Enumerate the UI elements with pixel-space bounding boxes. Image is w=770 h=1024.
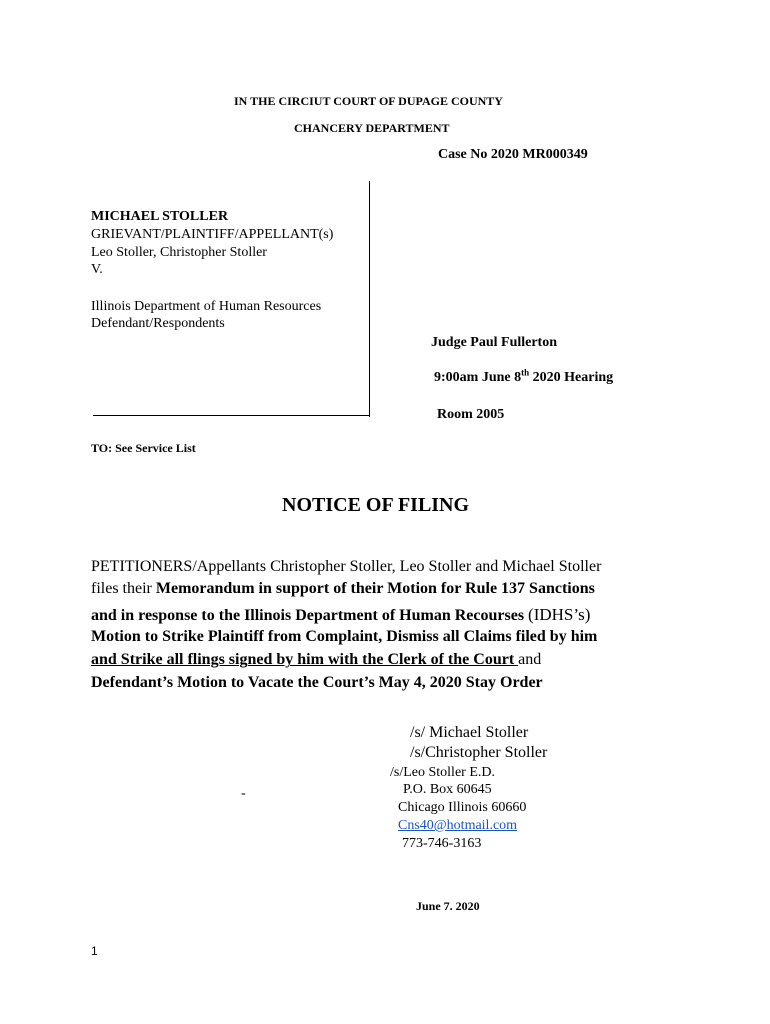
department-name: CHANCERY DEPARTMENT xyxy=(294,121,450,135)
defendant-name: Illinois Department of Human Resources xyxy=(91,299,322,314)
body-line-2a: files their xyxy=(91,580,156,597)
body-line-2 xyxy=(91,580,595,598)
body-line-5 xyxy=(91,651,541,669)
plaintiff-role: GRIEVANT/PLAINTIFF/APPELLANT(s) xyxy=(91,227,334,242)
dash-mark: - xyxy=(241,786,246,801)
body-line-5a: and Strike all flings signed by him with the Clerk of the Court xyxy=(91,651,519,668)
hearing-time-sup: th xyxy=(521,367,530,378)
filing-date: June 7. 2020 xyxy=(416,899,480,913)
versus: V. xyxy=(91,262,103,277)
body-line-3b: (IDHS’s) xyxy=(528,605,591,624)
service-list-line: TO: See Service List xyxy=(91,441,196,455)
po-box: P.O. Box 60645 xyxy=(403,782,492,797)
page-number: 1 xyxy=(91,944,98,958)
judge-name: Judge Paul Fullerton xyxy=(431,335,558,350)
phone-number: 773-746-3163 xyxy=(402,836,482,851)
body-line-2b: Memorandum in support of their Motion for Rule 137 Sanctions xyxy=(155,580,595,597)
caption-horizontal-divider xyxy=(93,415,370,416)
co-plaintiffs: Leo Stoller, Christopher Stoller xyxy=(91,245,267,260)
signature-michael: /s/ Michael Stoller xyxy=(410,724,529,741)
court-name: IN THE CIRCIUT COURT OF DUPAGE COUNTY xyxy=(234,94,503,108)
body-line-3a: and in response to the Illinois Department of Human Recourses xyxy=(91,607,529,624)
document-title: NOTICE OF FILING xyxy=(282,494,470,516)
body-line-5b: and xyxy=(518,651,542,668)
body-line-6: Defendant’s Motion to Vacate the Court’s May 4, 2020 Stay Order xyxy=(91,674,543,691)
defendant-role: Defendant/Respondents xyxy=(91,316,225,331)
signature-christopher: /s/Christopher Stoller xyxy=(410,744,548,761)
case-number: Case No 2020 MR000349 xyxy=(438,147,588,162)
hearing-room: Room 2005 xyxy=(437,407,505,422)
city-zip: Chicago Illinois 60660 xyxy=(398,800,527,815)
signature-leo: /s/Leo Stoller E.D. xyxy=(390,765,495,780)
plaintiff-name: MICHAEL STOLLER xyxy=(91,209,229,224)
body-line-4: Motion to Strike Plaintiff from Complaint, Dismiss all Claims filed by him xyxy=(91,628,598,645)
hearing-time-prefix: 9:00am June 8 xyxy=(434,370,522,385)
hearing-time-suffix: 2020 Hearing xyxy=(529,370,614,385)
body-line-3 xyxy=(91,605,590,625)
email-link[interactable]: Cns40@hotmail.com xyxy=(398,818,518,833)
caption-vertical-divider xyxy=(369,181,370,417)
body-line-1: PETITIONERS/Appellants Christopher Stoller, Leo Stoller and Michael Stoller xyxy=(91,558,602,575)
hearing-time xyxy=(434,367,614,386)
